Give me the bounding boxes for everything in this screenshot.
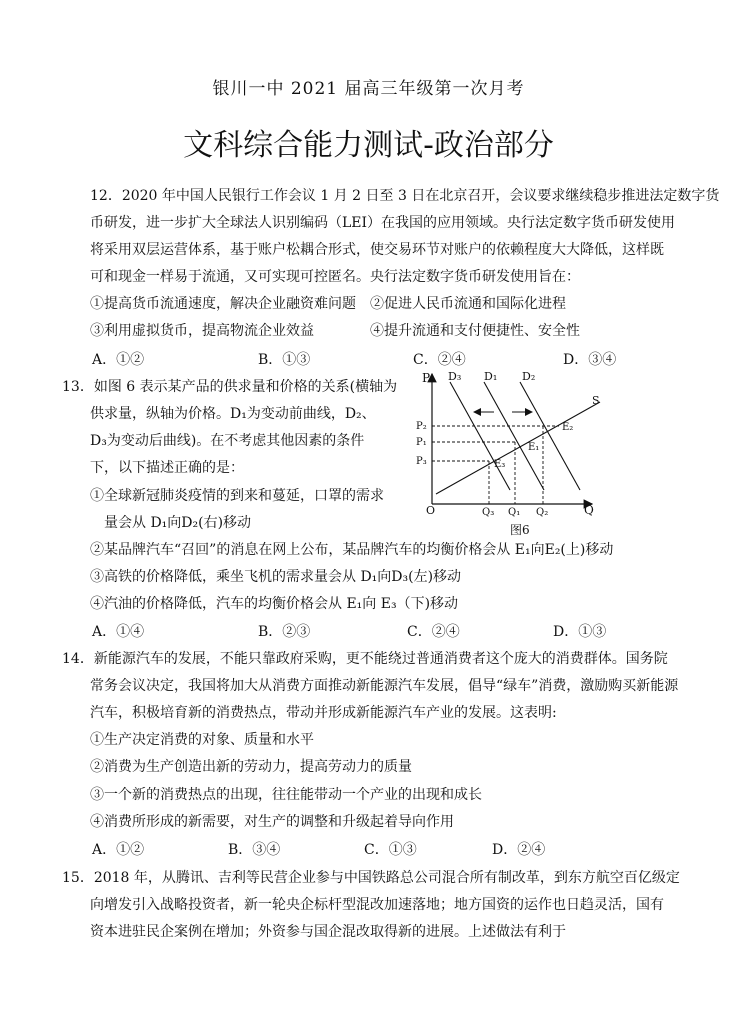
point-label-e2: E₂ (562, 422, 574, 433)
question-text-line: 汽车，积极培育新的消费热点，带动并形成新能源汽车产业的发展。这表明: (90, 705, 557, 721)
curve-label-d2: D₂ (522, 370, 536, 383)
quantity-label-q2: Q₂ (536, 507, 549, 518)
statement-item: ②某品牌汽车“召回”的消息在网上公布，某品牌汽车的均衡价格会从 E₁向E₂(上)移动 (90, 542, 614, 558)
supply-demand-figure (412, 368, 602, 540)
answer-option-a[interactable]: A．①④ (92, 624, 145, 640)
demand-curve-d1 (484, 382, 544, 490)
question-text-line: 12．2020 年中国人民银行工作会议 1 月 2 日至 3 日在北京召开，会议要求继续稳步推进法定数字货 (90, 188, 720, 204)
question-text-line: 向增发引入战略投资者，新一轮央企标杆型混改加速落地；地方国资的运作也日趋灵活，国有 (90, 897, 664, 913)
statement-item: ④提升流通和支付便捷性、安全性 (370, 323, 580, 339)
answer-option-d[interactable]: D．①③ (553, 624, 607, 640)
answer-option-a[interactable]: A．①② (92, 842, 145, 858)
statement-item: ③利用虚拟货币，提高物流企业效益 (90, 323, 314, 339)
quantity-label-q1: Q₁ (508, 507, 521, 518)
answer-option-b[interactable]: B．①③ (258, 352, 311, 368)
answer-option-c[interactable]: C．①③ (364, 842, 417, 858)
question-text-line: 14．新能源汽车的发展，不能只靠政府采购，更不能绕过普通消费者这个庞大的消费群体。国务院 (62, 651, 668, 667)
statement-item: ③一个新的消费热点的出现，往往能带动一个产业的出现和成长 (90, 787, 482, 803)
question-text-line: 下，以下描述正确的是： (90, 460, 244, 476)
answer-option-d[interactable]: D．②④ (492, 842, 546, 858)
origin-label: O (426, 504, 436, 517)
answer-option-d[interactable]: D．③④ (563, 352, 617, 368)
question-text-line: 13．如图 6 表示某产品的供求量和价格的关系(横轴为 (62, 379, 398, 395)
point-label-e3: E₃ (494, 459, 506, 470)
question-text-line: 常务会议决定，我国将加大从消费方面推动新能源汽车发展，倡导“绿车”消费，激励购买新能源 (90, 678, 679, 694)
axis-label-q: Q (584, 503, 594, 517)
exam-title: 文科综合能力测试-政治部分 (183, 128, 554, 163)
demand-curve-d2 (520, 382, 580, 490)
question-text-line: D₃为变动后曲线)。在不考虑其他因素的条件 (90, 433, 365, 449)
statement-item: ②促进人民币流通和国际化进程 (370, 296, 566, 312)
statement-item: ①全球新冠肺炎疫情的到来和蔓延，口罩的需求 (90, 488, 384, 504)
question-text-line: 币研发，进一步扩大全球法人识别编码（LEI）在我国的应用领域。央行法定数字货币研发使用 (90, 215, 676, 231)
question-text-line: 资本进驻民企案例在增加；外资参与国企混改取得新的进展。上述做法有利于 (90, 924, 566, 940)
quantity-label-q3: Q₃ (482, 507, 495, 518)
statement-item: ③高铁的价格降低，乘坐飞机的需求量会从 D₁向D₃(左)移动 (90, 569, 462, 585)
price-label-p3: P₃ (416, 456, 427, 467)
statement-item: ①生产决定消费的对象、质量和水平 (90, 732, 314, 748)
statement-item: ④汽油的价格降低，汽车的均衡价格会从 E₁向 E₃（下)移动 (90, 596, 459, 612)
statement-item: ②消费为生产创造出新的劳动力，提高劳动力的质量 (90, 759, 412, 775)
curve-label-d3: D₃ (448, 370, 462, 383)
price-label-p1: P₁ (416, 437, 427, 448)
question-text-line: 将采用双层运营体系，基于账户松耦合形式，使交易环节对账户的依赖程度大大降低，这样既 (90, 242, 664, 258)
point-label-e1: E₁ (528, 442, 540, 453)
answer-option-a[interactable]: A．①② (92, 352, 145, 368)
question-text-line: 供求量，纵轴为价格。D₁为变动前曲线，D₂、 (90, 406, 376, 422)
question-text-line: 15．2018 年，从腾讯、吉利等民营企业参与中国铁路总公司混合所有制改革，到东方航空百亿级定 (62, 870, 680, 886)
answer-option-c[interactable]: C．②④ (407, 624, 460, 640)
statement-item: ①提高货币流通速度，解决企业融资难问题 (90, 296, 356, 312)
answer-option-b[interactable]: B．②③ (258, 624, 311, 640)
answer-option-b[interactable]: B．③④ (228, 842, 281, 858)
answer-option-c[interactable]: C．②④ (413, 352, 466, 368)
axis-label-p: P (422, 371, 431, 385)
price-label-p2: P₂ (416, 421, 427, 432)
demand-curve-d3 (450, 382, 510, 490)
question-text-line: 可和现金一样易于流通，又可实现可控匿名。央行法定数字货币研发使用旨在： (90, 269, 580, 285)
statement-item: 量会从 D₁向D₂(右)移动 (104, 515, 252, 531)
exam-subtitle: 银川一中 2021 届高三年级第一次月考 (212, 79, 525, 99)
statement-item: ④消费所形成的新需要，对生产的调整和升级起着导向作用 (90, 814, 454, 830)
figure-caption: 图6 (510, 523, 530, 537)
supply-curve-s (436, 402, 600, 494)
curve-label-s: S (592, 394, 600, 407)
curve-label-d1: D₁ (484, 370, 498, 383)
